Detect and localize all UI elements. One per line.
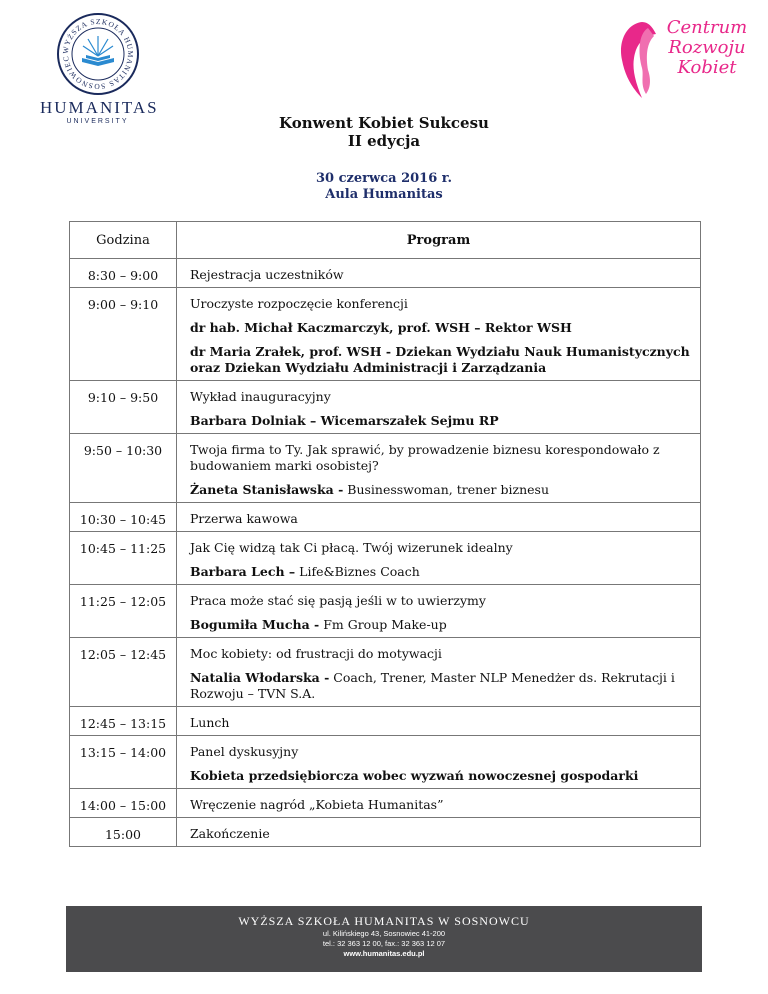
program-text: Moc kobiety: od frustracji do motywacji bbox=[190, 646, 442, 661]
agenda-table bbox=[69, 221, 701, 847]
agenda-program bbox=[177, 818, 701, 847]
footer bbox=[66, 906, 702, 972]
agenda-time: 14:00 – 15:00 bbox=[70, 789, 177, 818]
agenda-time: 15:00 bbox=[70, 818, 177, 847]
agenda-program bbox=[177, 381, 701, 434]
agenda-time: 9:10 – 9:50 bbox=[70, 381, 177, 434]
event-edition: II edycja bbox=[347, 132, 421, 150]
agenda-row bbox=[70, 434, 701, 503]
agenda-program bbox=[177, 585, 701, 638]
agenda-program-line bbox=[190, 768, 692, 784]
agenda-program-line bbox=[190, 646, 692, 662]
agenda-program bbox=[177, 288, 701, 381]
agenda-row bbox=[70, 638, 701, 707]
agenda-program-line bbox=[190, 482, 692, 498]
logo-line-rozwoju: Rozwoju bbox=[668, 37, 746, 58]
agenda-row bbox=[70, 381, 701, 434]
logo-line-kobiet: Kobiet bbox=[677, 57, 737, 78]
agenda-time: 9:00 – 9:10 bbox=[70, 288, 177, 381]
col-program-header: Program bbox=[177, 222, 701, 259]
speaker-name: dr hab. Michał Kaczmarczyk, prof. WSH – Rektor WSH bbox=[190, 320, 572, 335]
agenda-header-row bbox=[70, 222, 701, 259]
event-date: 30 czerwca 2016 r. bbox=[316, 171, 452, 186]
agenda-program bbox=[177, 259, 701, 288]
footer-school-name: WYŻSZA SZKOŁA HUMANITAS W SOSNOWCU bbox=[238, 914, 530, 928]
agenda-program-line bbox=[190, 389, 692, 405]
agenda-time: 9:50 – 10:30 bbox=[70, 434, 177, 503]
program-text: Fm Group Make-up bbox=[319, 617, 447, 632]
event-place: Aula Humanitas bbox=[325, 187, 443, 202]
agenda-row bbox=[70, 532, 701, 585]
agenda-program bbox=[177, 503, 701, 532]
agenda-time: 13:15 – 14:00 bbox=[70, 736, 177, 789]
agenda-program-line bbox=[190, 670, 692, 702]
agenda-row bbox=[70, 585, 701, 638]
speaker-name: Kobieta przedsiębiorcza wobec wyzwań nowoczesnej gospodarki bbox=[190, 768, 639, 783]
footer-website: www.humanitas.edu.pl bbox=[343, 949, 425, 958]
agenda-program bbox=[177, 707, 701, 736]
agenda-time: 10:30 – 10:45 bbox=[70, 503, 177, 532]
agenda-program-line bbox=[190, 267, 692, 283]
speaker-name: Barbara Dolniak – Wicemarszałek Sejmu RP bbox=[190, 413, 499, 428]
program-text: Jak Cię widzą tak Ci płacą. Twój wizerunek idealny bbox=[190, 540, 513, 555]
footer-phone: tel.: 32 363 12 00, fax.: 32 363 12 07 bbox=[322, 939, 446, 948]
agenda-program bbox=[177, 736, 701, 789]
centrum-rozwoju-kobiet-logo bbox=[612, 14, 752, 106]
agenda-row bbox=[70, 288, 701, 381]
agenda-row bbox=[70, 789, 701, 818]
agenda-program bbox=[177, 638, 701, 707]
program-text: Praca może stać się pasją jeśli w to uwierzymy bbox=[190, 593, 486, 608]
seal-text: WYŻSZA SZKOŁA HUMANITAS SOSNOWIEC bbox=[60, 16, 135, 92]
agenda-program-line bbox=[190, 442, 692, 474]
speaker-name: Barbara Lech – bbox=[190, 564, 296, 579]
program-text: Lunch bbox=[190, 715, 230, 730]
agenda-body bbox=[70, 259, 701, 847]
program-text: Zakończenie bbox=[190, 826, 270, 841]
footer-address: ul. Kilińskiego 43, Sosnowiec 41-200 bbox=[322, 929, 446, 938]
program-text: Uroczyste rozpoczęcie konferencji bbox=[190, 296, 408, 311]
program-text: Coach, Trener, Master NLP Menedżer ds. Rekrutacji i Rozwoju – TVN S.A. bbox=[190, 670, 675, 701]
agenda-program bbox=[177, 434, 701, 503]
agenda-program bbox=[177, 532, 701, 585]
event-title: Konwent Kobiet Sukcesu bbox=[279, 114, 489, 132]
agenda-row bbox=[70, 818, 701, 847]
agenda-row bbox=[70, 736, 701, 789]
program-text: Panel dyskusyjny bbox=[190, 744, 299, 759]
agenda-program-line bbox=[190, 744, 692, 760]
agenda-time: 8:30 – 9:00 bbox=[70, 259, 177, 288]
agenda-time: 10:45 – 11:25 bbox=[70, 532, 177, 585]
program-text: Rejestracja uczestników bbox=[190, 267, 344, 282]
agenda-program bbox=[177, 789, 701, 818]
agenda-program-line bbox=[190, 296, 692, 312]
agenda-program-line bbox=[190, 593, 692, 609]
agenda-row bbox=[70, 707, 701, 736]
agenda-program-line bbox=[190, 564, 692, 580]
speaker-name: dr Maria Zrałek, prof. WSH - Dziekan Wydziału Nauk Humanistycznych oraz Dziekan Wydziału Administracji i Zarządzania bbox=[190, 344, 690, 375]
humanitas-name: HUMANITAS bbox=[40, 98, 159, 117]
speaker-name: Bogumiła Mucha - bbox=[190, 617, 320, 632]
program-text: Life&Biznes Coach bbox=[295, 564, 420, 579]
logo-line-centrum: Centrum bbox=[666, 17, 748, 38]
agenda-program-line bbox=[190, 617, 692, 633]
agenda-program-line bbox=[190, 320, 692, 336]
program-text: Przerwa kawowa bbox=[190, 511, 298, 526]
agenda-row bbox=[70, 259, 701, 288]
agenda-program-line bbox=[190, 413, 692, 429]
agenda-program-line bbox=[190, 797, 692, 813]
agenda-time: 12:45 – 13:15 bbox=[70, 707, 177, 736]
program-text: Wykład inauguracyjny bbox=[190, 389, 331, 404]
program-text: Twoja firma to Ty. Jak sprawić, by prowadzenie biznesu korespondowało z budowaniem marki osobistej? bbox=[190, 442, 660, 473]
program-text: Wręczenie nagród „Kobieta Humanitas” bbox=[190, 797, 444, 812]
agenda-time: 12:05 – 12:45 bbox=[70, 638, 177, 707]
speaker-name: Natalia Włodarska - bbox=[190, 670, 330, 685]
agenda-program-line bbox=[190, 344, 692, 376]
col-time-header: Godzina bbox=[70, 222, 177, 259]
humanitas-seal-icon bbox=[56, 12, 140, 96]
agenda-time: 11:25 – 12:05 bbox=[70, 585, 177, 638]
humanitas-university: UNIVERSITY bbox=[66, 118, 129, 125]
agenda-program-line bbox=[190, 826, 692, 842]
humanitas-logo bbox=[40, 12, 159, 125]
agenda-program-line bbox=[190, 715, 692, 731]
speaker-name: Żaneta Stanisławska - bbox=[190, 482, 344, 497]
agenda-program-line bbox=[190, 511, 692, 527]
agenda-row bbox=[70, 503, 701, 532]
program-text: Businesswoman, trener biznesu bbox=[343, 482, 550, 497]
agenda-program-line bbox=[190, 540, 692, 556]
